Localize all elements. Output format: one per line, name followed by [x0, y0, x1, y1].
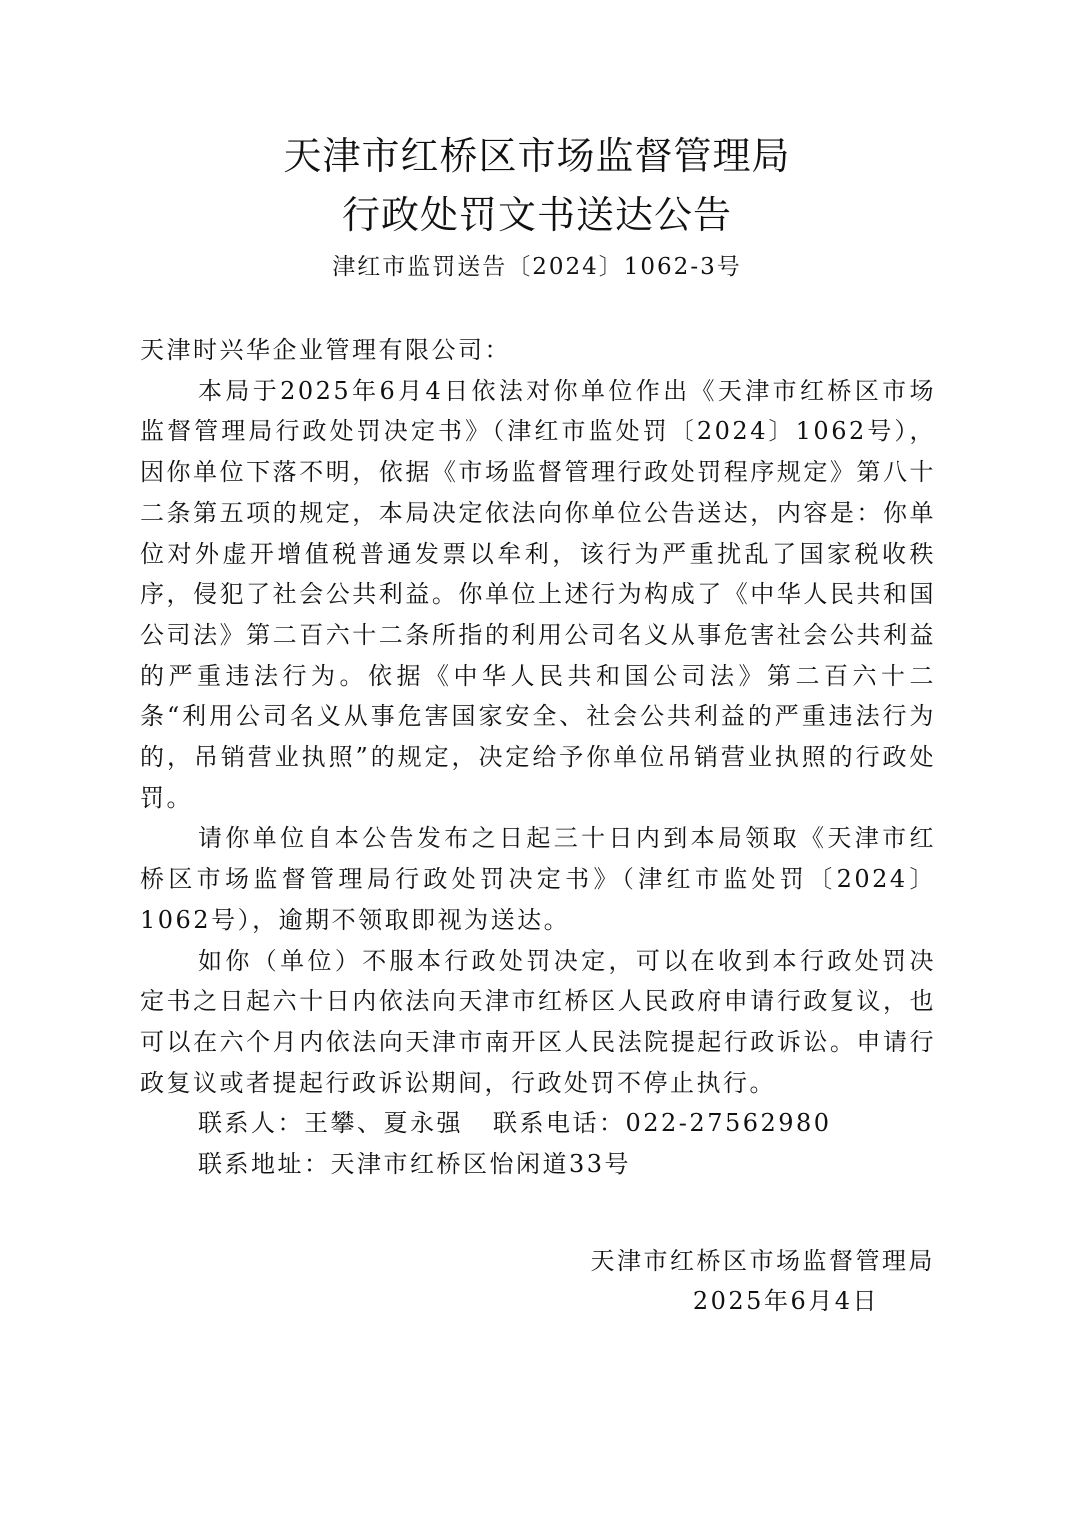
contact-person-label: 联系人：: [198, 1109, 304, 1138]
signature-block: [555, 1241, 935, 1321]
contact-address-label: 联系地址：: [198, 1150, 331, 1179]
addressee: 天津时兴华企业管理有限公司：: [140, 336, 511, 364]
address-line: [140, 1144, 936, 1185]
paragraph-decision: 本局于2025年6月4日依法对你单位作出《天津市红桥区市场监督管理局行政处罚决定书》（津红市监处罚〔2024〕1062号），因你单位下落不明，依据《市场监督管理行政处罚程序规定》第八十二条第五项的规定，本局决定依法向你单位公告送达，内容是：你单位对外虚开增值税普通发票以牟利，该行为严重扰乱了国家税收秩序，侵犯了社会公共利益。你单位上述行为构成了《中华人民共和国公司法》第二百六十二条所指的利用公司名义从事危害社会公共利益的严重违法行为。依据《中华人民共和国公司法》第二百六十二条“利用公司名义从事危害国家安全、社会公共利益的严重违法行为的，吊销营业执照”的规定，决定给予你单位吊销营业执照的行政处罚。: [140, 376, 936, 812]
contact-address: 天津市红桥区怡闲道33号: [330, 1150, 632, 1179]
contact-phone-label: 联系电话：: [493, 1109, 626, 1138]
notice-body: [140, 330, 936, 1185]
contact-phone: 022-27562980: [625, 1109, 832, 1138]
paragraph-appeal: 如你（单位）不服本行政处罚决定，可以在收到本行政处罚决定书之日起六十日内依法向天津市红桥区人民政府申请行政复议，也可以在六个月内依法向天津市南开区人民法院提起行政诉讼。申请行政复议或者提起行政诉讼期间，行政处罚不停止执行。: [140, 946, 936, 1097]
issuer-title: 天津市红桥区市场监督管理局: [283, 134, 791, 178]
paragraph-collection: 请你单位自本公告发布之日起三十日内到本局领取《天津市红桥区市场监督管理局行政处罚决定书》（津红市监处罚〔2024〕1062号），逾期不领取即视为送达。: [140, 824, 936, 934]
contact-person: 王攀、夏永强: [304, 1109, 463, 1138]
contact-line: [140, 1103, 936, 1144]
signature-date: 2025年6月4日: [692, 1287, 879, 1315]
signature-issuer: 天津市红桥区市场监督管理局: [590, 1247, 935, 1275]
notice-title: 行政处罚文书送达公告: [341, 193, 732, 237]
document-number: 津红市监罚送告〔2024〕1062-3号: [332, 254, 742, 280]
